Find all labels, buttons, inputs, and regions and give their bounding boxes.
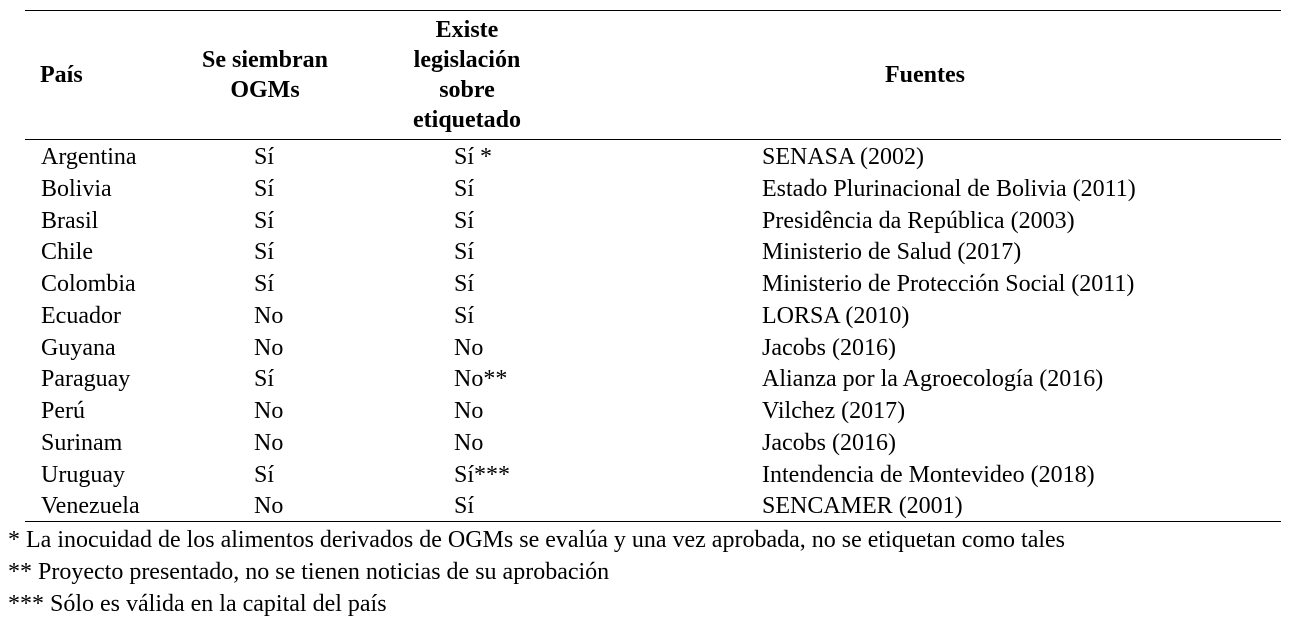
cell-source: Presidência da República (2003) (762, 207, 1075, 234)
cell-source: LORSA (2010) (762, 302, 910, 329)
cell-legislation: No** (454, 366, 508, 393)
cell-sown: Sí (254, 175, 275, 202)
cell-sown: No (254, 302, 284, 329)
cell-legislation: No (454, 398, 484, 424)
header-legislation: Existe legislación sobre etiquetado (413, 17, 521, 133)
header-bottom-rule (25, 139, 1281, 140)
cell-sown: Sí (254, 271, 275, 297)
table-top-rule (25, 10, 1281, 11)
cell-country: Chile (41, 239, 93, 266)
cell-country: Perú (41, 398, 85, 424)
cell-source: Ministerio de Salud (2017) (762, 239, 1022, 266)
cell-source: Intendencia de Montevideo (2018) (762, 461, 1095, 488)
cell-source: Alianza por la Agroecología (2016) (762, 366, 1104, 393)
cell-country: Ecuador (41, 302, 121, 329)
cell-country: Brasil (41, 207, 99, 234)
table-bottom-rule (25, 521, 1281, 522)
cell-country: Venezuela (41, 493, 140, 520)
cell-source: SENASA (2002) (762, 144, 925, 170)
cell-source: SENCAMER (2001) (762, 493, 963, 520)
cell-country: Bolivia (41, 175, 112, 202)
cell-sown: No (254, 493, 284, 520)
cell-legislation: Sí * (454, 144, 493, 170)
cell-country: Guyana (41, 334, 116, 361)
cell-sown: No (254, 398, 284, 424)
header-country: País (40, 62, 83, 88)
cell-sown: Sí (254, 366, 275, 393)
cell-legislation: Sí (454, 207, 475, 234)
cell-country: Colombia (41, 271, 136, 297)
cell-legislation: Sí (454, 175, 475, 202)
cell-sown: Sí (254, 144, 275, 170)
cell-sown: No (254, 429, 284, 456)
cell-legislation: No (454, 429, 484, 456)
footnote-3: *** Sólo es válida en la capital del país (8, 591, 387, 617)
cell-legislation: No (454, 334, 484, 361)
cell-country: Uruguay (41, 461, 125, 488)
cell-sown: No (254, 334, 284, 361)
cell-country: Paraguay (41, 366, 131, 393)
cell-source: Estado Plurinacional de Bolivia (2011) (762, 175, 1136, 202)
header-sources: Fuentes (885, 62, 965, 88)
cell-legislation: Sí (454, 239, 475, 266)
cell-legislation: Sí (454, 302, 475, 329)
cell-sown: Sí (254, 239, 275, 266)
cell-sown: Sí (254, 207, 275, 234)
cell-legislation: Sí (454, 271, 475, 297)
cell-sown: Sí (254, 461, 275, 488)
cell-source: Vilchez (2017) (762, 398, 906, 424)
cell-source: Ministerio de Protección Social (2011) (762, 271, 1135, 297)
header-sown: Se siembran OGMs (202, 47, 328, 103)
cell-legislation: Sí*** (454, 461, 511, 488)
footnote-2: ** Proyecto presentado, no se tienen noticias de su aprobación (8, 559, 610, 585)
footnote-1: * La inocuidad de los alimentos derivados de OGMs se evalúa y una vez aprobada, no se etiquetan como tales (8, 527, 1066, 553)
cell-country: Surinam (41, 429, 123, 456)
cell-country: Argentina (41, 144, 137, 170)
cell-source: Jacobs (2016) (762, 429, 896, 456)
cell-source: Jacobs (2016) (762, 334, 896, 361)
cell-legislation: Sí (454, 493, 475, 520)
